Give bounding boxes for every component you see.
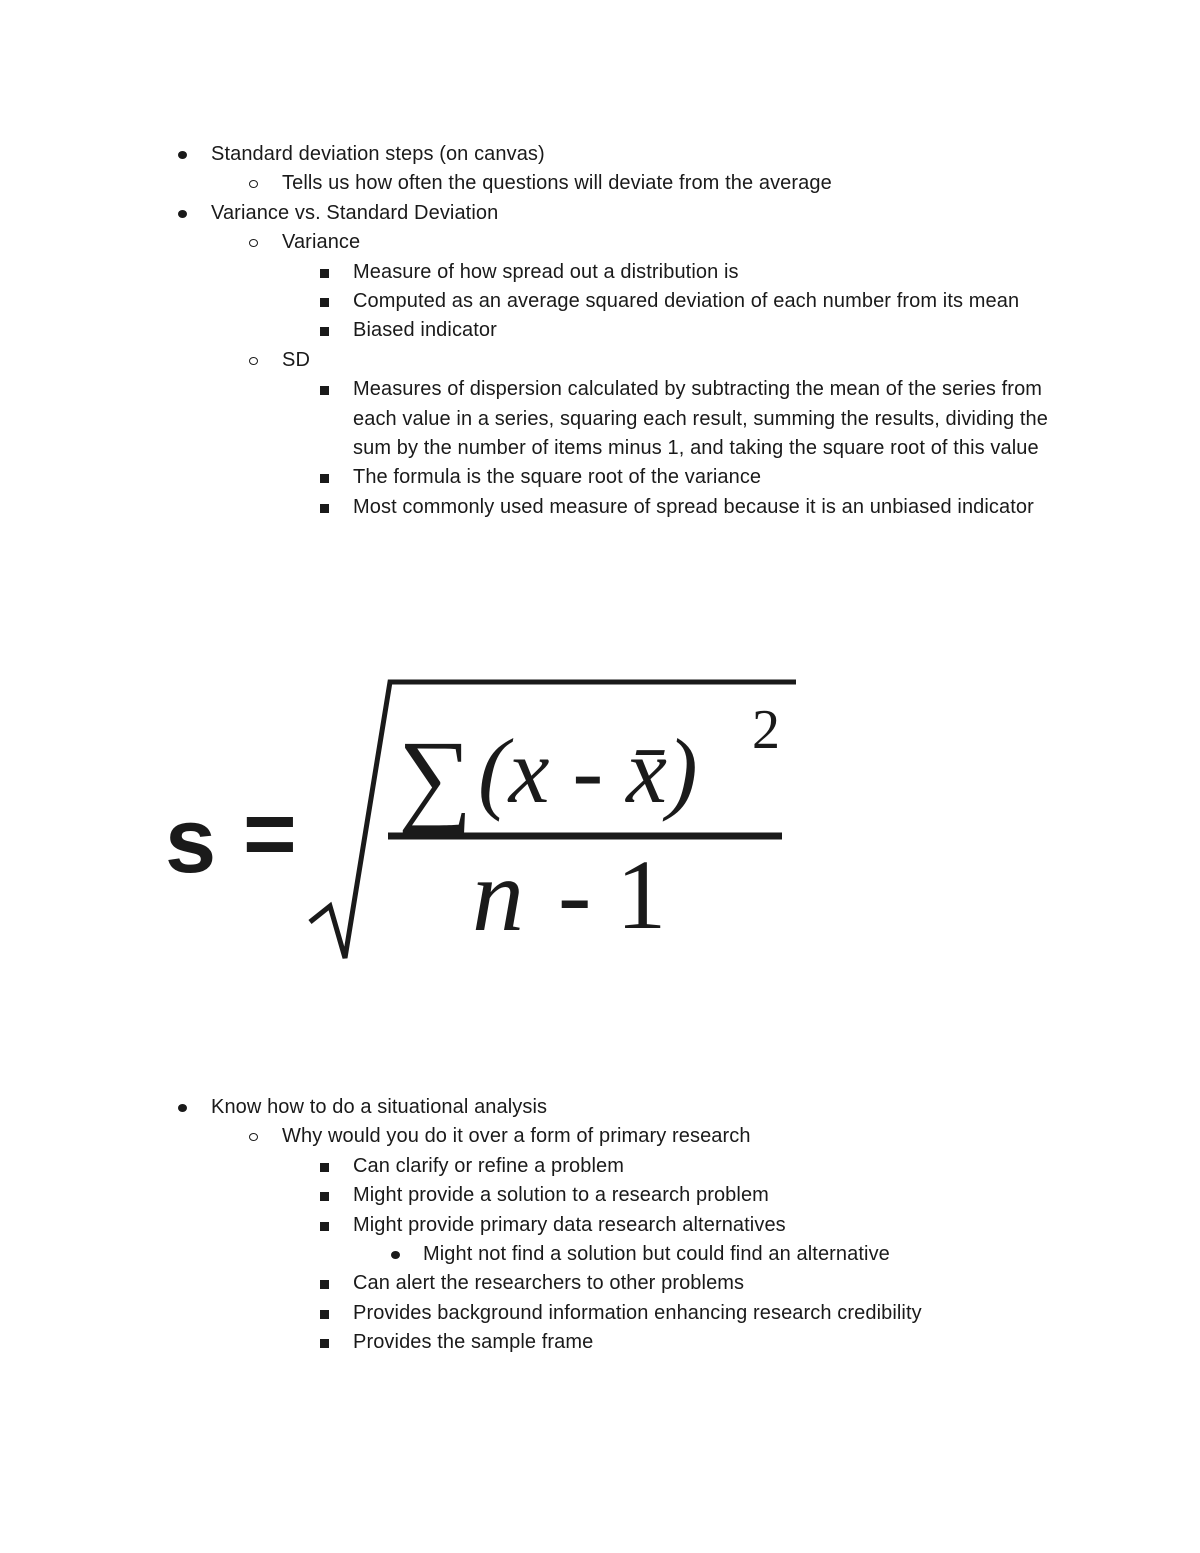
- list-item: [0, 1240, 1063, 1269]
- bullet-circle-icon: [249, 180, 258, 188]
- list-item-text: Variance: [282, 231, 361, 254]
- outline-list-bottom: [0, 1093, 1063, 1358]
- list-item-text: Most commonly used measure of spread because it is an unbiased indicator: [353, 495, 1034, 518]
- list-item-text: Might not find a solution but could find an alternative: [423, 1243, 890, 1266]
- bullet-square-icon: [320, 298, 329, 307]
- bullet-disc-icon: [178, 151, 187, 159]
- list-item: [0, 1152, 1053, 1181]
- list-item: [0, 1299, 1053, 1328]
- list-item: [0, 199, 971, 228]
- list-item-text: Variance vs. Standard Deviation: [211, 201, 499, 224]
- bullet-square-icon: [320, 1192, 329, 1201]
- list-item: [0, 493, 1053, 522]
- list-item-text: Standard deviation steps (on canvas): [211, 143, 545, 165]
- bullet-square-icon: [320, 1339, 329, 1348]
- list-item: [0, 258, 1053, 287]
- list-item-text: Know how to do a situational analysis: [211, 1096, 548, 1118]
- list-item: [0, 346, 1042, 375]
- bullet-square-icon: [320, 504, 329, 513]
- bullet-disc-icon: [178, 210, 187, 218]
- list-item-text: Biased indicator: [353, 319, 497, 342]
- formula-exponent: 2: [752, 699, 780, 761]
- list-item-text: Measure of how spread out a distribution is: [353, 260, 739, 283]
- formula-numerator: (x - x̄): [478, 720, 698, 822]
- bullet-square-icon: [320, 1222, 329, 1231]
- bullet-square-icon: [320, 1163, 329, 1172]
- bullet-square-icon: [320, 269, 329, 278]
- bullet-square-icon: [320, 327, 329, 336]
- list-item-text: Why would you do it over a form of primary research: [282, 1125, 751, 1148]
- list-item: [0, 1181, 1053, 1210]
- list-item: [0, 375, 1053, 463]
- list-item-text: Can alert the researchers to other problems: [353, 1272, 745, 1295]
- list-item-text: Provides the sample frame: [353, 1331, 594, 1354]
- list-item: [0, 287, 1053, 316]
- list-item-text: Tells us how often the questions will deviate from the average: [282, 172, 832, 195]
- list-item: [0, 463, 1053, 492]
- list-item: [0, 1269, 1053, 1298]
- bullet-disc-icon: [391, 1251, 400, 1259]
- list-item: [0, 1328, 1053, 1357]
- bullet-circle-icon: [249, 239, 258, 247]
- bullet-circle-icon: [249, 1133, 258, 1141]
- standard-deviation-formula: [160, 660, 810, 970]
- list-item: [0, 1122, 1042, 1151]
- list-item: [0, 316, 1053, 345]
- list-item-text: SD: [282, 348, 310, 371]
- formula-denominator-var: n: [472, 838, 524, 953]
- list-item: [0, 228, 1042, 257]
- outline-list-top: [0, 140, 1053, 522]
- bullet-square-icon: [320, 1280, 329, 1289]
- bullet-square-icon: [320, 386, 329, 395]
- formula-denominator-rest: - 1: [558, 839, 667, 950]
- list-item-text: Provides background information enhancing research credibility: [353, 1301, 922, 1324]
- bullet-square-icon: [320, 1310, 329, 1319]
- formula-sigma: ∑: [398, 720, 473, 835]
- list-item-text: Computed as an average squared deviation of each number from its mean: [353, 290, 1020, 313]
- list-item-text: Might provide a solution to a research problem: [353, 1184, 769, 1207]
- list-item: [0, 1093, 971, 1122]
- bullet-disc-icon: [178, 1104, 187, 1112]
- formula-lhs: s: [165, 790, 217, 892]
- list-item: [0, 1211, 1053, 1240]
- list-item-text: Measures of dispersion calculated by subtracting the mean of the series from each value in a series, squaring each result, summing the results, dividing the sum by the number of items minus 1, and taking the square root of this value: [353, 378, 1048, 460]
- bullet-square-icon: [320, 474, 329, 483]
- list-item-text: The formula is the square root of the variance: [353, 466, 762, 489]
- list-item-text: Can clarify or refine a problem: [353, 1154, 624, 1177]
- formula-equals: =: [243, 783, 297, 885]
- list-item-text: Might provide primary data research alternatives: [353, 1213, 786, 1236]
- bullet-circle-icon: [249, 357, 258, 365]
- list-item: [0, 140, 971, 169]
- list-item: [0, 169, 1042, 198]
